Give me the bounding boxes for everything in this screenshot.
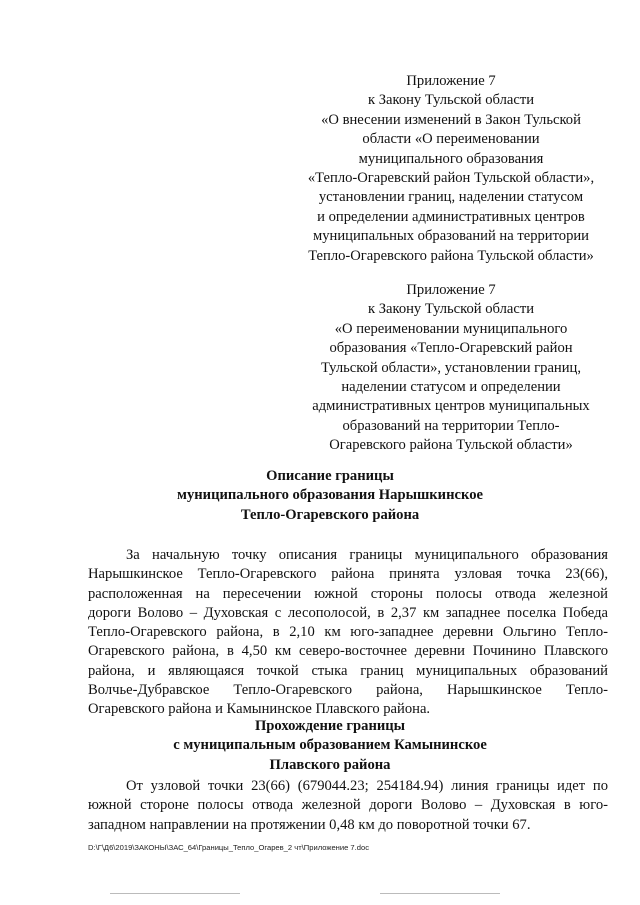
appendix-line: Приложение 7	[406, 73, 496, 89]
appendix-line: Приложение 7	[406, 282, 496, 298]
appendix-header-original	[290, 281, 612, 456]
paragraph-line: района, и являющаяся точкой стыка границ муниципальных образований	[88, 662, 608, 679]
section-heading-line: Прохождение границы	[254, 718, 406, 734]
paragraph-line: южной стороне полосы отвода железной дороги Волово – Духовская в юго-	[88, 797, 608, 814]
paragraph-line: Огаревского района, в 4,50 км северо-восточнее деревни Починино Плавского	[88, 643, 608, 660]
appendix-line: Тепло-Огаревского района Тульской области»	[308, 247, 594, 264]
appendix-line: Огаревского района Тульской области»	[329, 437, 573, 454]
appendix-line: образований на территории Тепло-	[342, 417, 560, 434]
paragraph-line: дороги Волово – Духовская с лесополосой, в 2,37 км западнее поселка Победа	[88, 604, 608, 621]
paragraph-line: расположенная на пересечении южной стороны полосы отвода железной	[88, 585, 608, 602]
appendix-header-current	[290, 72, 612, 266]
scan-artifact-line	[380, 893, 500, 894]
scan-artifact-line	[110, 893, 240, 894]
appendix-line: образования «Тепло-Огаревский район	[329, 340, 573, 357]
appendix-line: «Тепло-Огаревский район Тульской области»,	[307, 170, 595, 187]
boundary-paragraph	[88, 777, 608, 835]
file-path-footer: D:\Г\Д6\2019\ЗАКОНЫ\ЗАС_64\Границы_Тепло_Огарев_2 чт\Приложение 7.doc	[88, 843, 370, 852]
appendix-line: «О внесении изменений в Закон Тульской	[321, 111, 581, 128]
paragraph-line: От узловой точки 23(66) (679044.23; 254184.94) линия границы идет по	[126, 778, 608, 794]
paragraph-line: Волчье-Дубравское Тепло-Огаревского района, Нарышкинское Тепло-	[88, 682, 608, 699]
appendix-line: установлении границ, наделении статусом	[318, 189, 584, 206]
appendix-line: Тульской области», установлении границ,	[320, 359, 582, 376]
section-heading-line: Плавского района	[269, 756, 391, 773]
section-heading-line: с муниципальным образованием Камынинское	[173, 737, 487, 754]
appendix-line: муниципального образования	[358, 150, 544, 167]
paragraph-line: западном направлении на протяжении 0,48 км до поворотной точки 67.	[88, 816, 531, 833]
appendix-line: к Закону Тульской области	[367, 92, 535, 109]
appendix-line: муниципальных образований на территории	[312, 228, 589, 245]
appendix-line: «О переименовании муниципального	[334, 320, 568, 337]
appendix-line: административных центров муниципальных	[312, 398, 590, 415]
title-line: Тепло-Огаревского района	[240, 506, 420, 523]
appendix-line: и определении административных центров	[317, 208, 585, 225]
document-title	[60, 467, 600, 525]
intro-paragraph	[88, 546, 608, 720]
paragraph-line: Огаревского района и Камынинское Плавского района.	[88, 701, 431, 718]
title-line: Описание границы	[266, 468, 394, 484]
appendix-line: области «О переименовании	[362, 131, 540, 148]
paragraph-line: Тепло-Огаревского района, в 2,10 км юго-западнее деревни Ольгино Тепло-	[88, 624, 608, 641]
paragraph-line: Нарышкинское Тепло-Огаревского района принята узловая точка 23(66),	[88, 566, 608, 583]
paragraph-line: За начальную точку описания границы муниципального образования	[126, 547, 608, 563]
appendix-line: к Закону Тульской области	[367, 301, 535, 318]
title-line: муниципального образования Нарышкинское	[177, 487, 483, 504]
section-heading	[60, 717, 600, 775]
appendix-line: наделении статусом и определении	[341, 379, 561, 396]
